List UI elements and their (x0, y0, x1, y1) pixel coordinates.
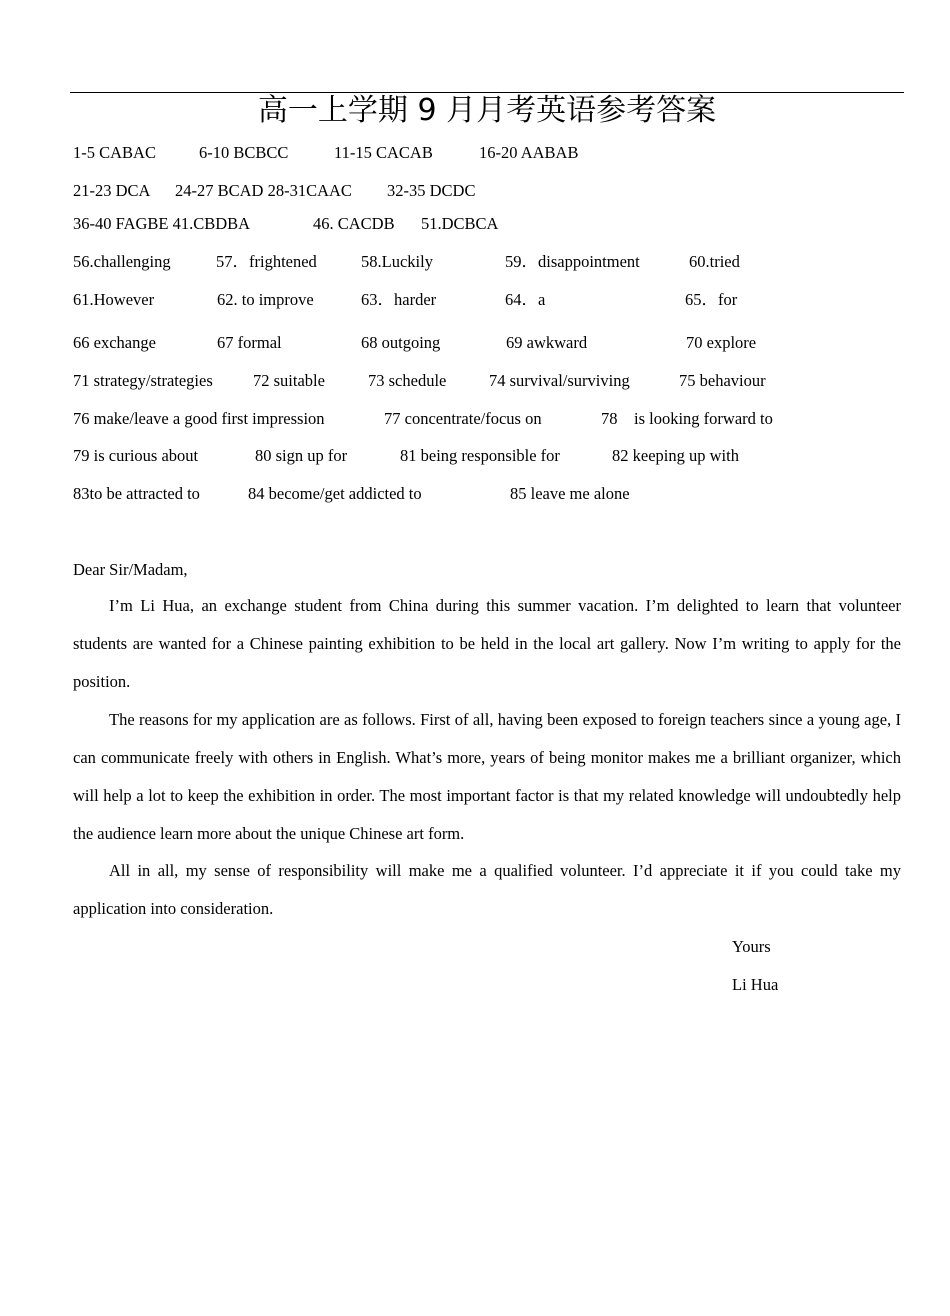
answer-item: 67 formal (217, 333, 282, 352)
answer-item: 36-40 FAGBE 41.CBDBA (73, 214, 251, 233)
answer-item: 56.challenging (73, 252, 171, 271)
letter-closing: Yours (732, 937, 771, 956)
answer-item: 58.Luckily (361, 252, 433, 271)
answer-item: 68 outgoing (361, 333, 441, 352)
answer-item: 64．a (505, 290, 546, 309)
answer-item: 65．for (685, 290, 738, 309)
answer-item: 83to be attracted to (73, 484, 200, 503)
answer-item: 62. to improve (217, 290, 314, 309)
answer-item: 11-15 CACAB (334, 143, 433, 162)
letter-signature: Li Hua (732, 975, 779, 994)
answer-item: 51.DCBCA (421, 214, 499, 233)
answer-item: 59．disappointment (505, 252, 640, 271)
letter-greeting: Dear Sir/Madam, (73, 560, 188, 579)
answer-item: 73 schedule (368, 371, 447, 390)
answer-item: 46. CACDB (313, 214, 395, 233)
letter-paragraph-2: The reasons for my application are as follows. First of all, having been exposed to foreign teachers since a young age, I can communicate freely with others in English. What’s more, years of being monitor makes me a brilliant organizer, which will help a lot to keep the exhibition in order. The most important factor is that my related knowledge will undoubtedly help the audience learn more about the unique Chinese art form. (73, 710, 901, 843)
answer-item: 61.However (73, 290, 155, 309)
answer-item: 80 sign up for (255, 446, 348, 465)
answer-item: 82 keeping up with (612, 446, 739, 465)
letter-paragraph-1: I’m Li Hua, an exchange student from China during this summer vacation. I’m delighted to learn that volunteer students are wanted for a Chinese painting exhibition to be held in the local art gallery. Now I’m writing to apply for the position. (73, 596, 901, 691)
answer-item: 85 leave me alone (510, 484, 630, 503)
answer-item: 60.tried (689, 252, 740, 271)
answer-item: 78 is looking forward to (601, 409, 773, 428)
answer-item: 70 explore (686, 333, 757, 352)
answer-item: 63．harder (361, 290, 437, 309)
answer-item: 79 is curious about (73, 446, 199, 465)
answer-item: 57．frightened (216, 252, 317, 271)
answer-item: 32-35 DCDC (387, 181, 476, 200)
answer-item: 84 become/get addicted to (248, 484, 422, 503)
answer-item: 71 strategy/strategies (73, 371, 213, 390)
answer-item: 1-5 CABAC (73, 143, 156, 162)
answer-item: 77 concentrate/focus on (384, 409, 542, 428)
answer-item: 66 exchange (73, 333, 156, 352)
answer-item: 81 being responsible for (400, 446, 560, 465)
answer-item: 24-27 BCAD 28-31CAAC (175, 181, 352, 200)
answer-item: 21-23 DCA (73, 181, 151, 200)
letter-paragraph-3: All in all, my sense of responsibility will make me a qualified volunteer. I’d appreciate it if you could take my application into consideration. (73, 861, 901, 918)
answer-item: 75 behaviour (679, 371, 766, 390)
answer-item: 74 survival/surviving (489, 371, 630, 390)
answer-item: 6-10 BCBCC (199, 143, 289, 162)
page-title: 高一上学期 9 月月考英语参考答案 (257, 93, 717, 128)
answer-item: 16-20 AABAB (479, 143, 579, 162)
answer-item: 76 make/leave a good first impression (73, 409, 325, 428)
answer-item: 72 suitable (253, 371, 325, 390)
answer-item: 69 awkward (506, 333, 588, 352)
